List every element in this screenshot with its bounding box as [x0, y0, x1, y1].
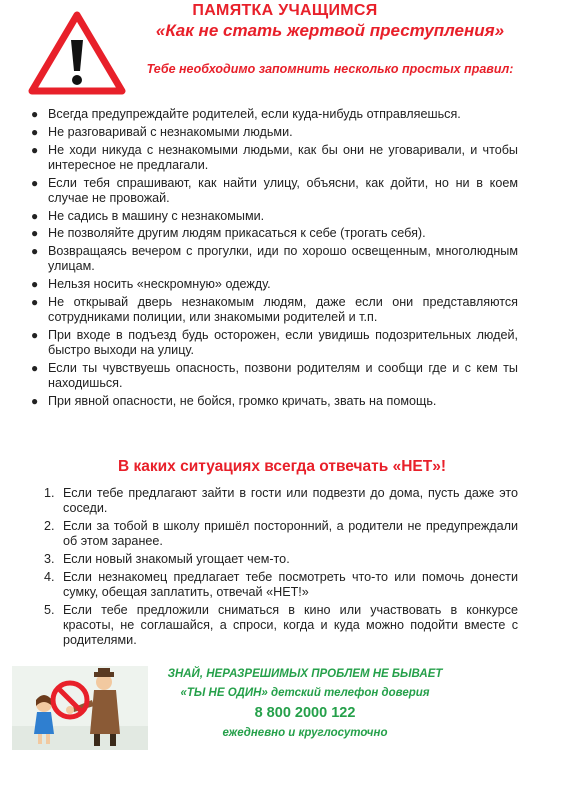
bullet-icon: ●	[31, 294, 39, 309]
bullet-icon: ●	[31, 124, 39, 139]
list-item: 3. Если новый знакомый угощает чем-то.	[44, 552, 290, 566]
list-item: ● Не садись в машину с незнакомыми.	[31, 208, 265, 223]
list-item: ● Не позволяйте другим людям прикасаться к себе (трогать себя).	[31, 226, 426, 241]
list-item: 2. Если за тобой в школу пришёл посторонний, а родители не предупреждали об этом заранее.	[44, 519, 518, 549]
helpline-hours: ежедневно и круглосуточно	[222, 727, 388, 739]
bullet-icon: ●	[31, 277, 39, 292]
warning-triangle-icon	[28, 10, 126, 96]
list-item: ● При входе в подъезд будь осторожен, если увидишь подозрительных людей, быстро выходи на улицу.	[31, 327, 518, 358]
helpline-name: «ТЫ НЕ ОДИН» детский телефон доверия	[180, 687, 430, 699]
bullet-icon: ●	[31, 142, 39, 157]
stranger-warning-illustration	[12, 666, 148, 750]
list-item: ● Всегда предупреждайте родителей, если куда-нибудь отправляешься.	[31, 107, 461, 121]
bullet-icon: ●	[31, 244, 39, 259]
bullet-icon: ●	[31, 107, 39, 121]
list-item: ● Не открывай дверь незнакомым людям, даже если они представляются сотрудниками полиции, или знакомыми родителей и т.п.	[31, 294, 518, 325]
list-item: ● Возвращаясь вечером с прогулки, иди по хорошо освещенным, многолюдным улицам.	[31, 244, 518, 274]
memo-title: ПАМЯТКА УЧАЩИМСЯ	[192, 2, 378, 19]
bullet-icon: ●	[31, 226, 39, 241]
helpline-phone[interactable]: 8 800 2000 122	[254, 705, 356, 721]
bullet-icon: ●	[31, 360, 39, 375]
bullet-icon: ●	[31, 393, 39, 408]
list-item: 4. Если незнакомец предлагает тебе посмотреть что-то или помочь донести сумку, обещая заплатить, отвечай «НЕТ!»	[44, 569, 518, 599]
footer-slogan: ЗНАЙ, НЕРАЗРЕШИМЫХ ПРОБЛЕМ НЕ БЫВАЕТ	[167, 668, 443, 680]
rules-list	[28, 107, 518, 412]
bullet-icon: ●	[31, 175, 39, 190]
list-item: ● Нельзя носить «нескромную» одежду.	[31, 277, 271, 292]
list-item: 5. Если тебе предложили сниматься в кино или участвовать в конкурсе красоты, не соглашайся, а спроси, когда и куда можно подойти вместе с родителями.	[44, 602, 518, 648]
rules-intro: Тебе необходимо запомнить несколько простых правил:	[146, 62, 514, 76]
memo-subject: «Как не стать жертвой преступления»	[155, 21, 505, 40]
list-item: ● Если тебя спрашивают, как найти улицу, объясни, как дойти, но ни в коем случае не провожай.	[31, 175, 518, 205]
situations-list	[44, 486, 518, 651]
bullet-icon: ●	[31, 327, 39, 342]
list-item: ● Если ты чувствуешь опасность, позвони родителям и сообщи где и с кем ты находишься.	[31, 360, 518, 391]
list-item: 1. Если тебе предлагают зайти в гости или подвезти до дома, пусть даже это соседи.	[44, 486, 518, 516]
list-item: ● Не ходи никуда с незнакомыми людьми, как бы они не уговаривали, и чтобы интересное не предлагали.	[31, 142, 518, 172]
situations-heading: В каких ситуациях всегда отвечать «НЕТ»!	[118, 458, 446, 475]
list-item: ● Не разговаривай с незнакомыми людьми.	[31, 124, 293, 139]
bullet-icon: ●	[31, 208, 39, 223]
list-item: ● При явной опасности, не бойся, громко кричать, звать на помощь.	[31, 393, 437, 408]
